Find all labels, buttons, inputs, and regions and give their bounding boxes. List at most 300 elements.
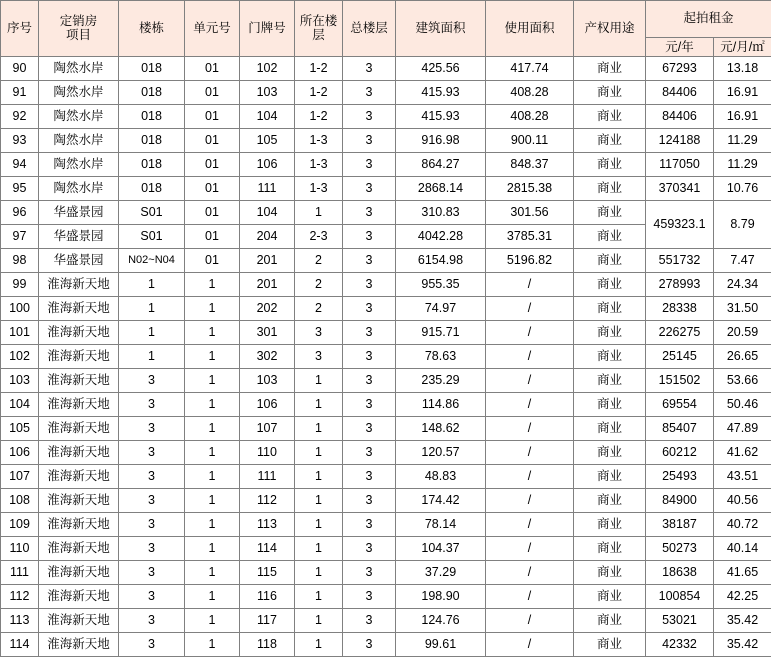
table-row[interactable]	[1, 609, 771, 633]
cell-floor-at: 1	[295, 537, 343, 561]
cell-building: 018	[119, 177, 185, 201]
cell-rent-month-sqm: 40.56	[714, 489, 771, 513]
cell-project: 淮海新天地	[39, 537, 119, 561]
cell-floor-at: 1	[295, 465, 343, 489]
cell-property-use: 商业	[574, 321, 646, 345]
cell-use-area: /	[486, 441, 574, 465]
cell-building: 018	[119, 57, 185, 81]
cell-use-area: 848.37	[486, 153, 574, 177]
cell-property-use: 商业	[574, 393, 646, 417]
cell-floor-at: 1	[295, 585, 343, 609]
cell-building: 3	[119, 369, 185, 393]
col-header-property-use: 产权用途	[574, 1, 646, 57]
cell-building: 3	[119, 609, 185, 633]
table-row[interactable]	[1, 633, 771, 657]
cell-use-area: /	[486, 561, 574, 585]
cell-rent-month-sqm: 11.29	[714, 129, 771, 153]
cell-floor-at: 1	[295, 489, 343, 513]
cell-build-area: 114.86	[396, 393, 486, 417]
cell-door: 116	[240, 585, 295, 609]
cell-unit: 01	[185, 57, 240, 81]
col-header-door: 门牌号	[240, 1, 295, 57]
cell-property-use: 商业	[574, 57, 646, 81]
cell-unit: 1	[185, 585, 240, 609]
cell-building: 1	[119, 345, 185, 369]
cell-property-use: 商业	[574, 225, 646, 249]
cell-build-area: 99.61	[396, 633, 486, 657]
cell-property-use: 商业	[574, 585, 646, 609]
cell-floor-at: 2-3	[295, 225, 343, 249]
cell-building: 3	[119, 393, 185, 417]
cell-project: 淮海新天地	[39, 273, 119, 297]
cell-use-area: /	[486, 393, 574, 417]
cell-seq: 94	[1, 153, 39, 177]
cell-property-use: 商业	[574, 105, 646, 129]
cell-project: 淮海新天地	[39, 345, 119, 369]
cell-rent-year: 84406	[646, 81, 714, 105]
col-header-project: 定销房 项目	[39, 1, 119, 57]
cell-use-area: 2815.38	[486, 177, 574, 201]
table-body	[1, 57, 771, 657]
cell-property-use: 商业	[574, 537, 646, 561]
cell-rent-month-sqm: 40.72	[714, 513, 771, 537]
cell-door: 117	[240, 609, 295, 633]
cell-use-area: 3785.31	[486, 225, 574, 249]
table-row[interactable]	[1, 465, 771, 489]
cell-project: 淮海新天地	[39, 489, 119, 513]
table-row[interactable]	[1, 321, 771, 345]
cell-building: 3	[119, 417, 185, 441]
cell-unit: 01	[185, 177, 240, 201]
cell-build-area: 78.63	[396, 345, 486, 369]
cell-seq: 110	[1, 537, 39, 561]
cell-rent-month-sqm: 50.46	[714, 393, 771, 417]
cell-floor-at: 1-3	[295, 129, 343, 153]
cell-rent-year: 25493	[646, 465, 714, 489]
cell-rent-month-sqm: 42.25	[714, 585, 771, 609]
cell-total-floor: 3	[343, 105, 396, 129]
cell-floor-at: 1	[295, 393, 343, 417]
cell-rent-month-sqm: 13.18	[714, 57, 771, 81]
cell-total-floor: 3	[343, 225, 396, 249]
cell-total-floor: 3	[343, 465, 396, 489]
cell-property-use: 商业	[574, 417, 646, 441]
cell-total-floor: 3	[343, 537, 396, 561]
cell-rent-year: 50273	[646, 537, 714, 561]
cell-rent-year: 25145	[646, 345, 714, 369]
cell-door: 106	[240, 153, 295, 177]
cell-rent-year: 18638	[646, 561, 714, 585]
col-header-seq: 序号	[1, 1, 39, 57]
cell-project: 淮海新天地	[39, 417, 119, 441]
cell-build-area: 4042.28	[396, 225, 486, 249]
cell-total-floor: 3	[343, 297, 396, 321]
cell-door: 112	[240, 489, 295, 513]
cell-use-area: /	[486, 633, 574, 657]
cell-property-use: 商业	[574, 609, 646, 633]
cell-floor-at: 2	[295, 249, 343, 273]
cell-use-area: /	[486, 417, 574, 441]
cell-unit: 1	[185, 417, 240, 441]
cell-property-use: 商业	[574, 129, 646, 153]
col-header-total-floor: 总楼层	[343, 1, 396, 57]
cell-unit: 01	[185, 105, 240, 129]
cell-seq: 111	[1, 561, 39, 585]
cell-rent-year: 84900	[646, 489, 714, 513]
cell-project: 淮海新天地	[39, 441, 119, 465]
cell-unit: 1	[185, 393, 240, 417]
cell-project: 淮海新天地	[39, 297, 119, 321]
cell-total-floor: 3	[343, 393, 396, 417]
cell-build-area: 864.27	[396, 153, 486, 177]
cell-door: 107	[240, 417, 295, 441]
cell-project: 淮海新天地	[39, 321, 119, 345]
cell-use-area: /	[486, 369, 574, 393]
cell-seq: 95	[1, 177, 39, 201]
cell-building: 3	[119, 465, 185, 489]
cell-total-floor: 3	[343, 201, 396, 225]
cell-project: 淮海新天地	[39, 609, 119, 633]
cell-total-floor: 3	[343, 513, 396, 537]
cell-use-area: 408.28	[486, 105, 574, 129]
cell-floor-at: 1	[295, 561, 343, 585]
cell-unit: 01	[185, 249, 240, 273]
cell-rent-month-sqm: 35.42	[714, 609, 771, 633]
cell-rent-year: 551732	[646, 249, 714, 273]
table-header	[1, 1, 771, 57]
cell-build-area: 37.29	[396, 561, 486, 585]
cell-use-area: /	[486, 489, 574, 513]
cell-rent-month-sqm: 16.91	[714, 81, 771, 105]
table-row[interactable]	[1, 537, 771, 561]
cell-door: 110	[240, 441, 295, 465]
cell-seq: 98	[1, 249, 39, 273]
cell-floor-at: 1-2	[295, 57, 343, 81]
cell-property-use: 商业	[574, 345, 646, 369]
cell-build-area: 198.90	[396, 585, 486, 609]
table-row[interactable]	[1, 153, 771, 177]
cell-total-floor: 3	[343, 177, 396, 201]
cell-project: 淮海新天地	[39, 465, 119, 489]
cell-project: 陶然水岸	[39, 177, 119, 201]
cell-build-area: 915.71	[396, 321, 486, 345]
cell-use-area: 5196.82	[486, 249, 574, 273]
table-row[interactable]	[1, 297, 771, 321]
cell-build-area: 955.35	[396, 273, 486, 297]
cell-total-floor: 3	[343, 153, 396, 177]
cell-rent-month-sqm: 26.65	[714, 345, 771, 369]
cell-total-floor: 3	[343, 321, 396, 345]
cell-build-area: 235.29	[396, 369, 486, 393]
cell-floor-at: 1	[295, 609, 343, 633]
cell-floor-at: 2	[295, 273, 343, 297]
cell-door: 301	[240, 321, 295, 345]
cell-seq: 92	[1, 105, 39, 129]
col-header-rent-year: 元/年	[646, 38, 714, 57]
header-row-main	[1, 1, 771, 38]
cell-property-use: 商业	[574, 273, 646, 297]
cell-door: 103	[240, 81, 295, 105]
cell-property-use: 商业	[574, 177, 646, 201]
col-header-start-rent: 起拍租金	[646, 1, 771, 38]
cell-seq: 107	[1, 465, 39, 489]
cell-door: 201	[240, 249, 295, 273]
cell-build-area: 104.37	[396, 537, 486, 561]
cell-property-use: 商业	[574, 633, 646, 657]
cell-unit: 01	[185, 225, 240, 249]
cell-rent-month-sqm: 43.51	[714, 465, 771, 489]
cell-project: 淮海新天地	[39, 585, 119, 609]
cell-floor-at: 1	[295, 417, 343, 441]
cell-building: 1	[119, 273, 185, 297]
cell-use-area: /	[486, 273, 574, 297]
cell-building: 3	[119, 441, 185, 465]
cell-floor-at: 1	[295, 369, 343, 393]
cell-total-floor: 3	[343, 369, 396, 393]
cell-project: 陶然水岸	[39, 105, 119, 129]
cell-build-area: 916.98	[396, 129, 486, 153]
cell-unit: 1	[185, 321, 240, 345]
cell-building: 3	[119, 489, 185, 513]
cell-rent-month-sqm: 31.50	[714, 297, 771, 321]
cell-total-floor: 3	[343, 249, 396, 273]
cell-door: 111	[240, 177, 295, 201]
table-row[interactable]	[1, 369, 771, 393]
cell-build-area: 415.93	[396, 81, 486, 105]
cell-rent-month-sqm: 35.42	[714, 633, 771, 657]
cell-project: 陶然水岸	[39, 81, 119, 105]
cell-seq: 93	[1, 129, 39, 153]
cell-unit: 1	[185, 537, 240, 561]
cell-rent-year: 42332	[646, 633, 714, 657]
cell-rent-month-sqm: 53.66	[714, 369, 771, 393]
cell-total-floor: 3	[343, 633, 396, 657]
cell-total-floor: 3	[343, 129, 396, 153]
cell-seq: 97	[1, 225, 39, 249]
cell-rent-year: 28338	[646, 297, 714, 321]
table-row[interactable]	[1, 201, 771, 225]
cell-use-area: /	[486, 513, 574, 537]
cell-build-area: 174.42	[396, 489, 486, 513]
cell-door: 104	[240, 105, 295, 129]
cell-use-area: /	[486, 345, 574, 369]
cell-unit: 1	[185, 273, 240, 297]
cell-rent-month-sqm: 8.79	[714, 201, 771, 249]
cell-rent-year: 370341	[646, 177, 714, 201]
cell-unit: 01	[185, 153, 240, 177]
cell-building: 3	[119, 585, 185, 609]
cell-unit: 01	[185, 129, 240, 153]
cell-property-use: 商业	[574, 465, 646, 489]
cell-seq: 108	[1, 489, 39, 513]
cell-unit: 1	[185, 369, 240, 393]
cell-rent-month-sqm: 16.91	[714, 105, 771, 129]
cell-seq: 90	[1, 57, 39, 81]
cell-property-use: 商业	[574, 297, 646, 321]
cell-floor-at: 1-3	[295, 177, 343, 201]
table-row[interactable]	[1, 489, 771, 513]
cell-floor-at: 1-2	[295, 81, 343, 105]
cell-total-floor: 3	[343, 345, 396, 369]
cell-rent-year: 60212	[646, 441, 714, 465]
cell-rent-year: 53021	[646, 609, 714, 633]
cell-building: 018	[119, 81, 185, 105]
table-row[interactable]	[1, 177, 771, 201]
cell-rent-month-sqm: 47.89	[714, 417, 771, 441]
cell-rent-year: 124188	[646, 129, 714, 153]
cell-door: 204	[240, 225, 295, 249]
cell-seq: 99	[1, 273, 39, 297]
cell-door: 106	[240, 393, 295, 417]
cell-build-area: 415.93	[396, 105, 486, 129]
table-row[interactable]	[1, 345, 771, 369]
cell-project: 华盛景园	[39, 225, 119, 249]
cell-rent-year: 151502	[646, 369, 714, 393]
cell-door: 111	[240, 465, 295, 489]
cell-rent-year: 278993	[646, 273, 714, 297]
cell-build-area: 78.14	[396, 513, 486, 537]
cell-use-area: 301.56	[486, 201, 574, 225]
cell-use-area: /	[486, 321, 574, 345]
table-row[interactable]	[1, 273, 771, 297]
cell-floor-at: 1	[295, 633, 343, 657]
table-row[interactable]	[1, 57, 771, 81]
cell-property-use: 商业	[574, 513, 646, 537]
cell-building: S01	[119, 225, 185, 249]
cell-floor-at: 1-2	[295, 105, 343, 129]
cell-project: 淮海新天地	[39, 513, 119, 537]
cell-floor-at: 1	[295, 513, 343, 537]
cell-floor-at: 3	[295, 345, 343, 369]
cell-project: 淮海新天地	[39, 369, 119, 393]
cell-project: 陶然水岸	[39, 57, 119, 81]
cell-floor-at: 2	[295, 297, 343, 321]
cell-use-area: /	[486, 585, 574, 609]
cell-building: 1	[119, 321, 185, 345]
table-row[interactable]	[1, 105, 771, 129]
cell-property-use: 商业	[574, 249, 646, 273]
cell-property-use: 商业	[574, 561, 646, 585]
cell-building: N02~N04	[119, 249, 185, 273]
cell-seq: 100	[1, 297, 39, 321]
cell-rent-year: 85407	[646, 417, 714, 441]
cell-door: 302	[240, 345, 295, 369]
cell-use-area: /	[486, 465, 574, 489]
cell-door: 114	[240, 537, 295, 561]
cell-door: 118	[240, 633, 295, 657]
table-row[interactable]	[1, 81, 771, 105]
cell-unit: 1	[185, 633, 240, 657]
cell-seq: 91	[1, 81, 39, 105]
cell-unit: 01	[185, 201, 240, 225]
cell-project: 淮海新天地	[39, 561, 119, 585]
cell-property-use: 商业	[574, 489, 646, 513]
cell-rent-year: 67293	[646, 57, 714, 81]
cell-door: 105	[240, 129, 295, 153]
cell-seq: 105	[1, 417, 39, 441]
cell-floor-at: 1	[295, 441, 343, 465]
cell-property-use: 商业	[574, 441, 646, 465]
cell-use-area: 408.28	[486, 81, 574, 105]
cell-build-area: 124.76	[396, 609, 486, 633]
cell-door: 103	[240, 369, 295, 393]
cell-building: 3	[119, 513, 185, 537]
table-row[interactable]	[1, 393, 771, 417]
cell-total-floor: 3	[343, 57, 396, 81]
cell-property-use: 商业	[574, 81, 646, 105]
cell-total-floor: 3	[343, 273, 396, 297]
cell-door: 104	[240, 201, 295, 225]
cell-use-area: 900.11	[486, 129, 574, 153]
table-row[interactable]	[1, 249, 771, 273]
cell-rent-month-sqm: 41.65	[714, 561, 771, 585]
cell-seq: 112	[1, 585, 39, 609]
table-row[interactable]	[1, 561, 771, 585]
cell-build-area: 120.57	[396, 441, 486, 465]
cell-build-area: 425.56	[396, 57, 486, 81]
cell-rent-year: 38187	[646, 513, 714, 537]
cell-building: 3	[119, 537, 185, 561]
cell-seq: 109	[1, 513, 39, 537]
cell-total-floor: 3	[343, 417, 396, 441]
cell-seq: 101	[1, 321, 39, 345]
cell-building: 018	[119, 153, 185, 177]
cell-floor-at: 1	[295, 201, 343, 225]
cell-unit: 1	[185, 609, 240, 633]
cell-building: 018	[119, 129, 185, 153]
col-header-use-area: 使用面积	[486, 1, 574, 57]
cell-floor-at: 3	[295, 321, 343, 345]
cell-building: 1	[119, 297, 185, 321]
cell-total-floor: 3	[343, 585, 396, 609]
cell-unit: 1	[185, 297, 240, 321]
cell-unit: 1	[185, 441, 240, 465]
cell-rent-year: 100854	[646, 585, 714, 609]
col-header-build-area: 建筑面积	[396, 1, 486, 57]
cell-building: 018	[119, 105, 185, 129]
cell-property-use: 商业	[574, 369, 646, 393]
cell-build-area: 6154.98	[396, 249, 486, 273]
cell-seq: 103	[1, 369, 39, 393]
col-header-floor-at: 所在楼 层	[295, 1, 343, 57]
cell-build-area: 74.97	[396, 297, 486, 321]
cell-total-floor: 3	[343, 609, 396, 633]
table-row[interactable]	[1, 513, 771, 537]
table-row[interactable]	[1, 585, 771, 609]
cell-floor-at: 1-3	[295, 153, 343, 177]
cell-project: 华盛景园	[39, 201, 119, 225]
table-row[interactable]	[1, 417, 771, 441]
cell-rent-year: 84406	[646, 105, 714, 129]
cell-rent-month-sqm: 11.29	[714, 153, 771, 177]
cell-rent-month-sqm: 24.34	[714, 273, 771, 297]
cell-build-area: 148.62	[396, 417, 486, 441]
cell-use-area: /	[486, 297, 574, 321]
cell-use-area: /	[486, 609, 574, 633]
cell-build-area: 310.83	[396, 201, 486, 225]
table-row[interactable]	[1, 441, 771, 465]
cell-unit: 1	[185, 513, 240, 537]
table-row[interactable]	[1, 129, 771, 153]
cell-rent-month-sqm: 10.76	[714, 177, 771, 201]
cell-project: 陶然水岸	[39, 153, 119, 177]
cell-door: 115	[240, 561, 295, 585]
cell-property-use: 商业	[574, 153, 646, 177]
cell-rent-month-sqm: 41.62	[714, 441, 771, 465]
cell-project: 华盛景园	[39, 249, 119, 273]
cell-unit: 1	[185, 345, 240, 369]
cell-building: 3	[119, 633, 185, 657]
